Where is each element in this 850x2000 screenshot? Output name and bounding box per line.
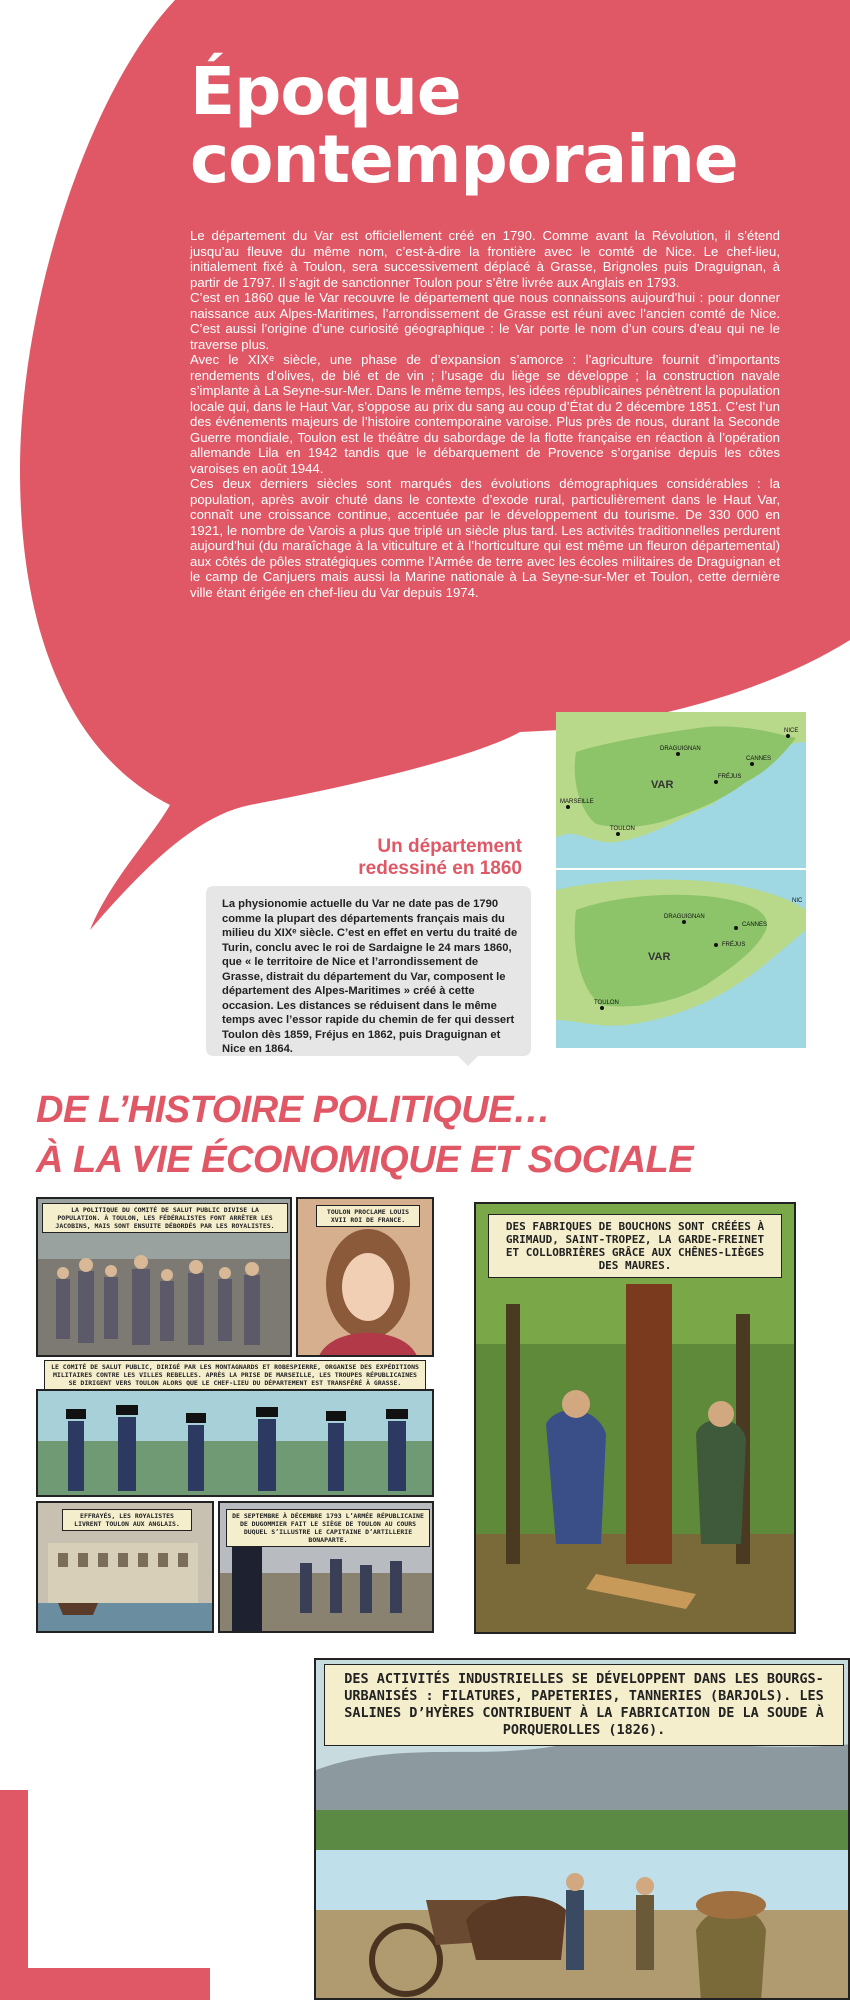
map2-region-label: VAR bbox=[648, 951, 671, 963]
map2-city-nice: NIC bbox=[792, 898, 803, 904]
map1-city-frejus: FRÉJUS bbox=[718, 774, 742, 780]
section-title-line-2: À LA VIE ÉCONOMIQUE ET SOCIALE bbox=[36, 1139, 694, 1181]
intro-text bbox=[190, 228, 780, 600]
map-var-1860 bbox=[556, 870, 806, 1048]
map-var-1790 bbox=[556, 712, 806, 868]
comic-salines bbox=[314, 1658, 850, 2000]
map1-region-label: VAR bbox=[651, 779, 674, 791]
subsection-title-line-1: Un département bbox=[377, 836, 522, 857]
map2-city-draguignan: DRAGUIGNAN bbox=[664, 914, 705, 920]
intro-paragraph-1: Le département du Var est officiellement créé en 1790. Comme avant la Révolution, il s’étend jusqu’au fleuve du même nom, c’est-à-dire la frontière avec le comté de Nice. Le chef-lieu, initialement fixé à Toulon, sera successivement déplacé à Grasse, Brignoles puis Draguignan, à partir de 1797. Il s’agit de sanctionner Toulon pour s’être livrée aux Anglais en 1793. bbox=[190, 228, 780, 290]
map1-city-nice: NICE bbox=[784, 728, 799, 734]
map2-city-toulon: TOULON bbox=[594, 1000, 619, 1006]
comic2-caption: DES FABRIQUES DE BOUCHONS SONT CRÉÉES À GRIMAUD, SAINT-TROPEZ, LA GARDE-FREINET ET COLLOBRIÈRES GRÂCE AUX CHÊNES-LIÈGES DES MAURES. bbox=[488, 1214, 782, 1278]
comic1-panel-troops bbox=[36, 1389, 434, 1497]
comic1-caption-3: LE COMITÉ DE SALUT PUBLIC, DIRIGÉ PAR LES MONTAGNARDS ET ROBESPIERRE, ORGANISE DES EXPÉDITIONS MILITAIRES CONTRE LES VILLES REBELLES. APRÈS LA PRISE DE MARSEILLE, LES TROUPES RÉPUBLICAINES SE DIRIGENT VERS TOULON ALORS QUE LE CHEF-LIEU DU DÉPARTEMENT EST TRANSFÉRÉ À GRASSE. bbox=[44, 1360, 426, 1390]
decorative-red-bar-horizontal bbox=[0, 1968, 210, 2000]
comic1-panel-crowd bbox=[36, 1197, 292, 1357]
section-title bbox=[36, 1085, 826, 1185]
comic-cork-oak bbox=[474, 1202, 796, 1634]
title-line-2: contemporaine bbox=[190, 121, 738, 198]
comic1-caption-5: DE SEPTEMBRE À DÉCEMBRE 1793 L’ARMÉE RÉPUBLICAINE DE DUGOMMIER FAIT LE SIÈGE DE TOULON AU COURS DUQUEL S’ILLUSTRE LE CAPITAINE D’ARTILLERIE BONAPARTE. bbox=[226, 1509, 430, 1547]
intro-paragraph-4: Ces deux derniers siècles sont marqués des évolutions démographiques considérables : la population, après avoir chuté dans le contexte d’exode rural, particulièrement dans le Haut Var, connaît une croissance continue, accentuée par le développement du tourisme. De 330 000 en 1921, le nombre de Varois a plus que triplé un siècle plus tard. Les activités traditionnelles perdurent aujourd’hui (du maraîchage à la viticulture et à l’horticulture qui est même un fleuron départemental) aux côtés de pôles stratégiques comme l’Armée de terre avec les écoles militaires de Draguignan et le camp de Canjuers mais aussi la Marine nationale à La Seyne-sur-Mer et Toulon, cette dernière ville étant érigée en chef-lieu du Var depuis 1974. bbox=[190, 476, 780, 600]
map1-city-cannes: CANNES bbox=[746, 756, 772, 762]
comic1-panel-portrait bbox=[296, 1197, 434, 1357]
section-title-line-1: DE L’HISTOIRE POLITIQUE… bbox=[36, 1089, 551, 1131]
map1-city-marseille: MARSEILLE bbox=[560, 799, 594, 805]
comic1-panel-troops-art bbox=[38, 1391, 434, 1497]
map2-city-cannes: CANNES bbox=[742, 922, 768, 928]
subsection-title-line-2: redessiné en 1860 bbox=[358, 858, 522, 879]
page-title bbox=[190, 53, 810, 198]
intro-paragraph-2: C’est en 1860 que le Var recouvre le département que nous connaissons aujourd’hui : pour donner naissance aux Alpes-Maritimes, l’arrondissement de Grasse est réuni avec l’ancien comté de Nice. C’est aussi l’origine d’une curiosité géographique : le Var porte le nom d’un cours d’eau qui ne le traverse plus. bbox=[190, 290, 780, 352]
map1-city-toulon: TOULON bbox=[610, 826, 635, 832]
comic1-caption-4: EFFRAYÉS, LES ROYALISTES LIVRENT TOULON AUX ANGLAIS. bbox=[62, 1509, 192, 1531]
intro-paragraph-3: Avec le XIXᵉ siècle, une phase de d’expansion s’amorce : l’agriculture fournit d’importants rendements d’olives, de blé et de vin ; l’usage du liège se développe ; la construction navale s’implante à La Seyne-sur-Mer. Dans le même temps, les idées républicaines pénètrent la population locale qui, dans le Haut Var, s’oppose au prix du sang au coup d’État du 2 décembre 1851. C’est l’un des événements majeurs de l’histoire contemporaine varoise. Plus près de nous, durant la Seconde Guerre mondiale, Toulon est le théâtre du sabordage de la flotte française en réaction à l’opération allemande Lila en 1942 tandis que le débarquement de Provence s’organise depuis les côtes varoises en août 1944. bbox=[190, 352, 780, 476]
subsection-text: La physionomie actuelle du Var ne date pas de 1790 comme la plupart des départements français mais du milieu du XIXᵉ siècle. C’est en effet en vertu du traité de Turin, conclu avec le roi de Sardaigne le 24 mars 1860, que « le territoire de Nice et l’arrondissement de Grasse, distrait du département du Var, composent le département des Alpes-Maritimes » créé à cette occasion. Les distances se réduisent dans le même temps avec l’essor rapide du chemin de fer qui dessert Toulon dès 1859, Fréjus en 1862, puis Draguignan et Nice en 1864. bbox=[222, 898, 518, 1055]
comic1-panel-harbor bbox=[36, 1501, 214, 1633]
comic1-panel-siege bbox=[218, 1501, 434, 1633]
comic1-caption-1: LA POLITIQUE DU COMITÉ DE SALUT PUBLIC DIVISE LA POPULATION. À TOULON, LES FÉDÉRALISTES FONT ARRÊTER LES JACOBINS, MAIS SONT ENSUITE DÉBORDÉS PAR LES ROYALISTES. bbox=[42, 1203, 288, 1233]
comic-revolution bbox=[36, 1197, 434, 1633]
comic1-caption-2: TOULON PROCLAME LOUIS XVII ROI DE FRANCE. bbox=[316, 1205, 420, 1227]
comic3-caption: DES ACTIVITÉS INDUSTRIELLES SE DÉVELOPPENT DANS LES BOURGS-URBANISÉS : FILATURES, PAPETERIES, TANNERIES (BARJOLS). LES SALINES D’HYÈRES CONTRIBUENT À LA FABRICATION DE LA SOUDE À PORQUEROLLES (1826). bbox=[324, 1664, 844, 1746]
title-line-1: Époque bbox=[190, 53, 461, 130]
map1-city-draguignan: DRAGUIGNAN bbox=[660, 746, 701, 752]
map2-city-frejus: FRÉJUS bbox=[722, 942, 746, 948]
subsection-title bbox=[300, 836, 522, 880]
